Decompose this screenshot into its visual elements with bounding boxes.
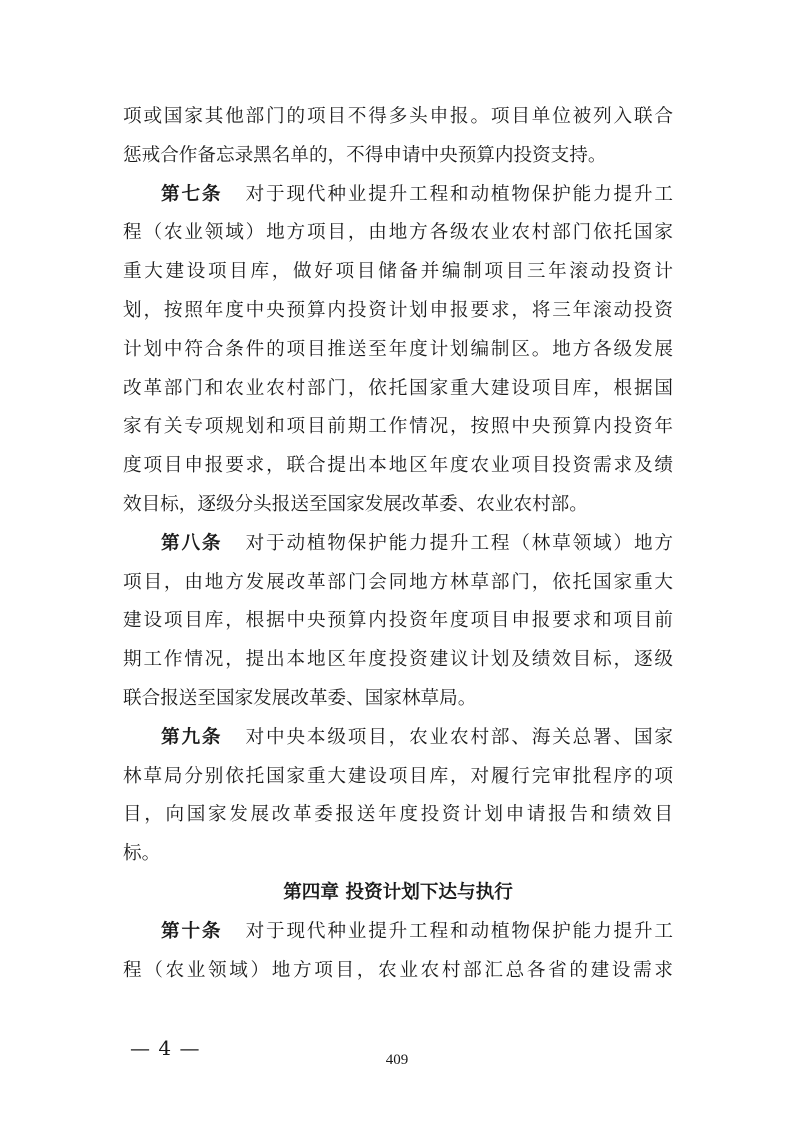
page-label: — 4 — bbox=[130, 1036, 201, 1060]
article-7-heading: 第七条 bbox=[161, 183, 223, 205]
text-line: 计划中符合条件的项目推送至年度计划编制区。地方各级发展 bbox=[123, 338, 673, 360]
text-line: 林草局分别依托国家重大建设项目库，对履行完审批程序的项 bbox=[123, 765, 673, 787]
article-9-first-line bbox=[123, 719, 673, 758]
text-line: 项目，由地方发展改革部门会同地方林草部门，依托国家重大 bbox=[123, 571, 673, 593]
page-number: 409 bbox=[385, 1052, 409, 1068]
text-line: 标。 bbox=[123, 843, 161, 865]
text-line: 目，向国家发展改革委报送年度投资计划申请报告和绩效目 bbox=[123, 804, 673, 826]
text-line: 联合报送至国家发展改革委、国家林草局。 bbox=[123, 687, 477, 709]
text-line: 重大建设项目库，做好项目储备并编制项目三年滚动投资计 bbox=[123, 261, 673, 283]
text-line: 改革部门和农业农村部门，依托国家重大建设项目库，根据国 bbox=[123, 377, 673, 399]
article-10-first-line bbox=[123, 913, 673, 952]
article-9-text: 对中央本级项目，农业农村部、海关总署、国家 bbox=[245, 726, 673, 748]
document-body bbox=[123, 98, 673, 990]
text-line: 划，按照年度中央预算内投资计划申报要求，将三年滚动投资 bbox=[123, 299, 673, 321]
text-line: 期工作情况，提出本地区年度投资建议计划及绩效目标，逐级 bbox=[123, 649, 673, 671]
text-line: 度项目申报要求，联合提出本地区年度农业项目投资需求及绩 bbox=[123, 455, 673, 477]
article-8-first-line bbox=[123, 525, 673, 564]
text-line: 项或国家其他部门的项目不得多头申报。项目单位被列入联合 bbox=[123, 106, 673, 127]
article-9-heading: 第九条 bbox=[161, 726, 223, 748]
article-7-first-line bbox=[123, 176, 673, 215]
text-line: 惩戒合作备忘录黑名单的，不得申请中央预算内投资支持。 bbox=[123, 144, 607, 166]
article-8-text: 对于动植物保护能力提升工程（林草领域）地方 bbox=[245, 532, 673, 554]
article-10-text: 对于现代种业提升工程和动植物保护能力提升工 bbox=[245, 920, 673, 942]
article-10-heading: 第十条 bbox=[161, 920, 223, 942]
text-line: 效目标，逐级分头报送至国家发展改革委、农业农村部。 bbox=[123, 493, 588, 515]
article-8-heading: 第八条 bbox=[161, 532, 223, 554]
chapter-heading: 第四章 投资计划下达与执行 bbox=[283, 881, 513, 903]
text-line: 建设项目库，根据中央预算内投资年度项目申报要求和项目前 bbox=[123, 610, 673, 632]
text-line: 家有关专项规划和项目前期工作情况，按照中央预算内投资年 bbox=[123, 416, 673, 438]
text-line: 程（农业领域）地方项目，由地方各级农业农村部门依托国家 bbox=[123, 222, 673, 244]
text-line: 程（农业领域）地方项目，农业农村部汇总各省的建设需求 bbox=[123, 959, 673, 981]
article-7-text: 对于现代种业提升工程和动植物保护能力提升工 bbox=[245, 183, 673, 205]
